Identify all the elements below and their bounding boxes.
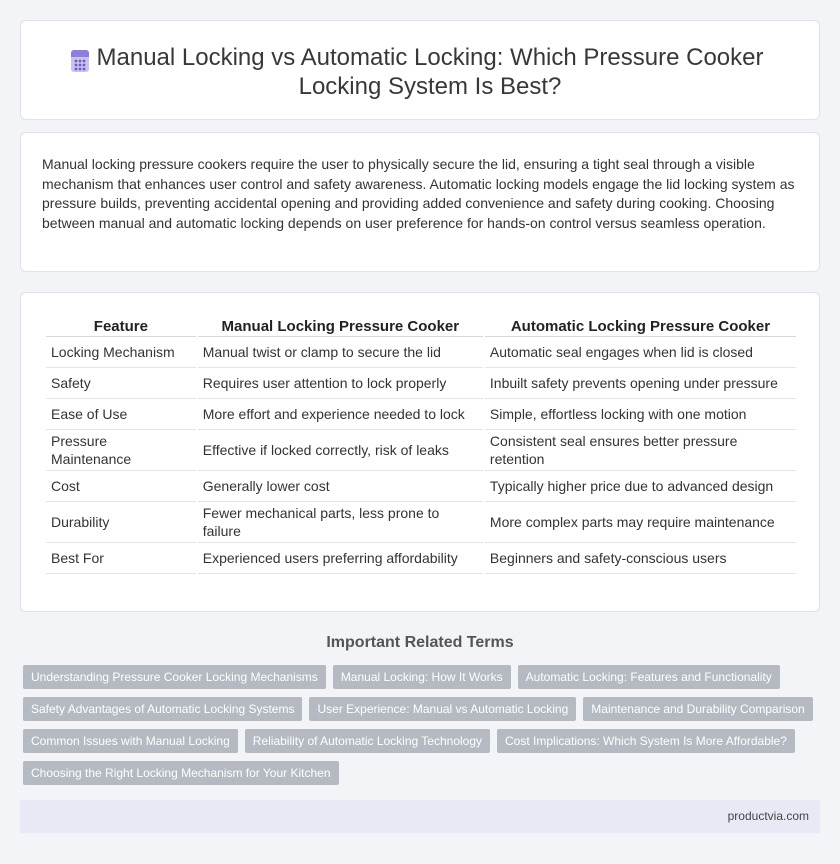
table-cell-automatic: Simple, effortless locking with one motion bbox=[485, 399, 796, 430]
table-cell-automatic: Inbuilt safety prevents opening under pressure bbox=[485, 368, 796, 399]
related-term-tag[interactable]: Safety Advantages of Automatic Locking Systems bbox=[23, 697, 302, 721]
table-row bbox=[46, 502, 796, 543]
table-cell-automatic: Beginners and safety-conscious users bbox=[485, 543, 796, 574]
related-term-tag[interactable]: Cost Implications: Which System Is More Affordable? bbox=[497, 729, 795, 753]
table-cell-manual: Generally lower cost bbox=[198, 471, 483, 502]
table-cell-manual: Manual twist or clamp to secure the lid bbox=[198, 337, 483, 368]
table-row bbox=[46, 430, 796, 471]
table-cell-feature: Pressure Maintenance bbox=[46, 430, 196, 471]
table-cell-automatic: More complex parts may require maintenance bbox=[485, 502, 796, 543]
summary-card bbox=[20, 132, 820, 272]
table-cell-feature: Durability bbox=[46, 502, 196, 543]
table-row bbox=[46, 543, 796, 574]
related-term-tag[interactable]: Manual Locking: How It Works bbox=[333, 665, 511, 689]
table-cell-manual: Requires user attention to lock properly bbox=[198, 368, 483, 399]
page-title: Manual Locking vs Automatic Locking: Which Pressure Cooker Locking System Is Best? bbox=[96, 44, 764, 100]
header-automatic: Automatic Locking Pressure Cooker bbox=[485, 317, 796, 337]
table-cell-automatic: Typically higher price due to advanced design bbox=[485, 471, 796, 502]
related-term-tag[interactable]: Common Issues with Manual Locking bbox=[23, 729, 238, 753]
related-term-tag[interactable]: Maintenance and Durability Comparison bbox=[583, 697, 812, 721]
table-row bbox=[46, 399, 796, 430]
comparison-table-card bbox=[20, 292, 820, 612]
header-feature: Feature bbox=[46, 317, 196, 337]
table-cell-feature: Ease of Use bbox=[46, 399, 196, 430]
table-cell-feature: Safety bbox=[46, 368, 196, 399]
header-manual: Manual Locking Pressure Cooker bbox=[198, 317, 483, 337]
table-cell-manual: Effective if locked correctly, risk of leaks bbox=[198, 430, 483, 471]
related-term-tag[interactable]: User Experience: Manual vs Automatic Locking bbox=[309, 697, 576, 721]
table-cell-automatic: Consistent seal ensures better pressure retention bbox=[485, 430, 796, 471]
table-header-row bbox=[46, 317, 796, 337]
table-cell-automatic: Automatic seal engages when lid is closed bbox=[485, 337, 796, 368]
footer bbox=[20, 800, 820, 833]
related-term-tag[interactable]: Reliability of Automatic Locking Technology bbox=[245, 729, 490, 753]
table-cell-manual: Fewer mechanical parts, less prone to failure bbox=[198, 502, 483, 543]
table-cell-feature: Cost bbox=[46, 471, 196, 502]
table-cell-manual: More effort and experience needed to lock bbox=[198, 399, 483, 430]
related-terms-list bbox=[23, 665, 823, 785]
related-term-tag[interactable]: Automatic Locking: Features and Functionality bbox=[518, 665, 780, 689]
comparison-table bbox=[44, 317, 798, 574]
table-cell-feature: Locking Mechanism bbox=[46, 337, 196, 368]
table-row bbox=[46, 471, 796, 502]
table-cell-feature: Best For bbox=[46, 543, 196, 574]
related-terms-title: Important Related Terms bbox=[326, 634, 514, 651]
table-row bbox=[46, 337, 796, 368]
summary-paragraph: Manual locking pressure cookers require the user to physically secure the lid, ensuring a tight seal through a visible mechanism that enhances user control and safety awareness. Automatic locking models engage the lid locking system as pressure builds, preventing accidental opening and providing added convenience and safety during cooking. Choosing between manual and automatic locking depends on user preference for hands-on control versus seamless operation. bbox=[42, 156, 795, 231]
footer-site-link[interactable]: productvia.com bbox=[727, 809, 809, 823]
related-term-tag[interactable]: Choosing the Right Locking Mechanism for Your Kitchen bbox=[23, 761, 339, 785]
related-term-tag[interactable]: Understanding Pressure Cooker Locking Mechanisms bbox=[23, 665, 326, 689]
table-cell-manual: Experienced users preferring affordability bbox=[198, 543, 483, 574]
title-card bbox=[20, 20, 820, 120]
table-row bbox=[46, 368, 796, 399]
